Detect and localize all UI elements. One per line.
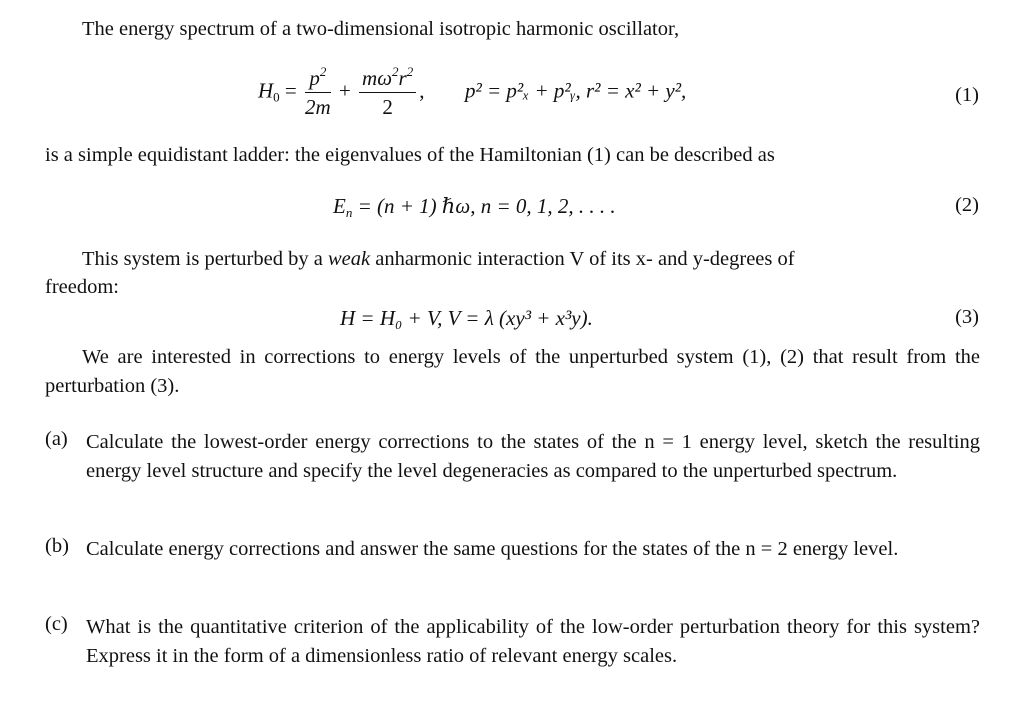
intro-line-1: The energy spectrum of a two-dimensional isotropic harmonic oscillator, xyxy=(82,18,680,40)
eq1-frac-kinetic: $\frac{p^2}{2m}$ xyxy=(305,64,331,119)
question-a-label: (a) xyxy=(45,428,68,450)
equation-3-number: (3) xyxy=(955,306,979,328)
equation-2-number: (2) xyxy=(955,194,979,216)
eq1-lhs-sub: 0 xyxy=(273,89,280,105)
equation-1-number: (1) xyxy=(955,84,979,106)
question-c-label: (c) xyxy=(45,613,68,635)
equation-1: $H_0$ = $\frac{p^2}{2m}$ + $\frac{m\omega^2r^2}{2}$ , p² = p²ₓ + p²ᵧ, r² = x² + y², xyxy=(258,64,687,119)
equation-2: $E_n = (n + 1)$ ℏω, n = 0, 1, 2, . . . . xyxy=(333,194,616,220)
intro-line-2: is a simple equidistant ladder: the eigenvalues of the Hamiltonian (1) can be described as xyxy=(45,144,775,166)
perturbation-line-2: freedom: xyxy=(45,276,119,298)
eq1-frac-potential: $\frac{m\omega^2r^2}{2}$ xyxy=(359,64,416,121)
equation-3: H = H₀ + V, V = λ (xy³ + x³y). xyxy=(340,306,593,330)
question-b-text: Calculate energy corrections and answer the same questions for the states of the n = 2 energy level. xyxy=(86,538,899,560)
interest-paragraph: We are interested in corrections to energy levels of the unperturbed system (1), (2) that result from the perturbation (3). xyxy=(45,346,980,397)
eq1-rest: p² = p²ₓ + p²ᵧ, r² = x² + y², xyxy=(464,78,687,103)
question-c-text: What is the quantitative criterion of the applicability of the low-order perturbation theory for this system? Express it in the form of a dimensionless ratio of relevant energy scales. xyxy=(86,616,980,667)
perturbation-line-1: This system is perturbed by a weak anharmonic interaction V of its x- and y-degrees of xyxy=(82,248,795,270)
question-a-text: Calculate the lowest-order energy corrections to the states of the n = 1 energy level, sketch the resulting energy level structure and specify the level degeneracies as compared to the unperturbed spectrum. xyxy=(86,431,980,482)
eq1-lhs: H xyxy=(258,78,274,103)
question-b-label: (b) xyxy=(45,535,69,557)
